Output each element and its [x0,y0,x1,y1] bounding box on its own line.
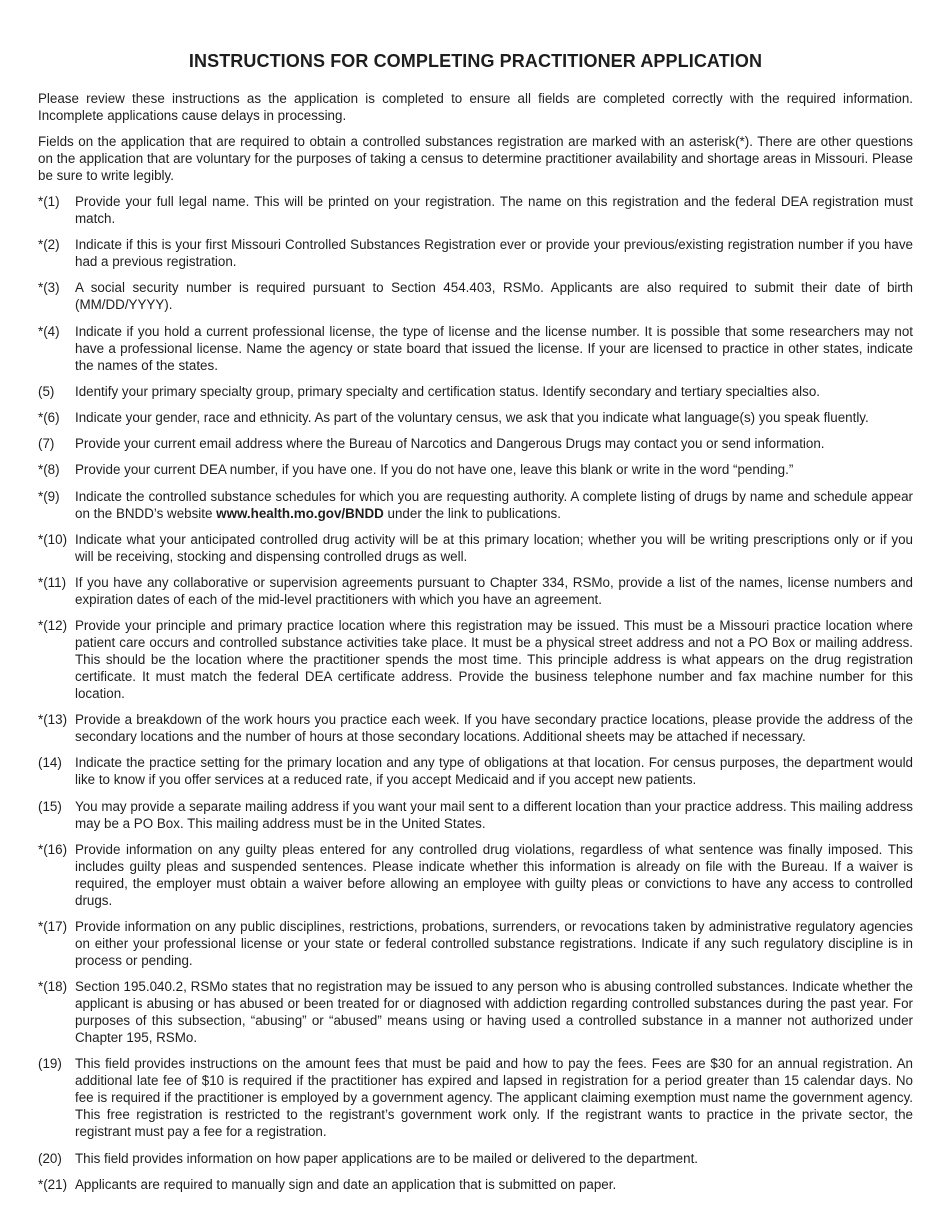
item-number: *(4) [38,323,60,339]
item-text: Provide information on any public disciplines, restrictions, probations, surrenders, or revocations taken by administrative regulatory agencies on either your professional license or your state or federal controlled substance registrations. Indicate if any such regulatory discipline is in process or pending. [75,919,913,968]
item-number: *(1) [38,194,60,209]
instruction-item-5 [38,383,913,400]
instruction-item-19 [38,1055,913,1140]
item-number: (5) [38,383,55,399]
instruction-item-10 [38,531,913,565]
item-number: (15) [38,798,62,814]
item-number: *(13) [38,712,68,728]
item-number: *(16) [38,841,68,857]
item-number: (7) [38,436,55,452]
instruction-item-13 [38,711,913,745]
item-number: *(18) [38,979,68,995]
instruction-item-21 [38,1176,913,1193]
item-number: (14) [38,755,62,771]
instruction-item-17 [38,918,913,969]
instruction-list [38,193,913,1193]
item-text: Indicate the practice setting for the primary location and any type of obligations at that location. For census purposes, the department would like to know if you offer services at a reduced rate, if you accept Medicaid and if you accept new patients. [75,755,913,788]
item-text-after-link: under the link to publications. [383,505,561,521]
item-text: Identify your primary specialty group, primary specialty and certification status. Identify secondary and tertiary specialties also. [75,383,821,399]
item-text: Indicate what your anticipated controlled drug activity will be at this primary location; whether you will be writing prescriptions only or if you will be receiving, stocking and dispensing controlled drugs as well. [75,531,913,564]
intro-paragraph-review: Please review these instructions as the application is completed to ensure all fields are completed correctly with the required information. Incomplete applications cause delays in processing. [38,91,913,123]
item-number: *(3) [38,280,60,296]
instruction-item-3 [38,279,913,313]
item-text: This field provides information on how paper applications are to be mailed or delivered to the department. [75,1150,699,1166]
item-number: *(11) [38,574,67,590]
item-number: *(2) [38,237,60,253]
instruction-item-7 [38,435,913,452]
item-text: Provide your current DEA number, if you have one. If you do not have one, leave this blank or write in the word “pending.” [75,462,794,478]
item-text: Indicate your gender, race and ethnicity. As part of the voluntary census, we ask that you indicate what language(s) you speak fluently. [75,409,869,425]
item-text [75,488,913,522]
item-number: *(9) [38,488,60,504]
item-text: Provide your full legal name. This will be printed on your registration. The name on this registration and the federal DEA registration must match. [75,194,913,226]
item-number: *(12) [38,618,68,634]
item-number: *(6) [38,409,60,425]
instruction-item-18 [38,978,913,1046]
item-text: Provide your current email address where the Bureau of Narcotics and Dangerous Drugs may contact you or send information. [75,436,825,452]
item-text: A social security number is required pursuant to Section 454.403, RSMo. Applicants are also required to submit their date of birth (MM/DD/YYYY). [75,280,913,313]
item-text: Section 195.040.2, RSMo states that no registration may be issued to any person who is abusing controlled substances. Indicate whether the applicant is abusing or has abused or been treated for or diagnosed with addiction regarding controlled substances during the past year. For purposes of this subsection, “abusing” or “abused” means using or having used a controlled substance in a manner not authorized under Chapter 195, RSMo. [75,979,913,1046]
item-text: Applicants are required to manually sign and date an application that is submitted on paper. [75,1176,617,1192]
item-text: Indicate if you hold a current professional license, the type of license and the license number. It is possible that some researchers may not have a professional license. Name the agency or state board that issued the license. If your are licensed to practice in other states, indicate the names of the states. [75,323,913,373]
item-text: You may provide a separate mailing address if you want your mail sent to a different location than your practice address. This mailing address may be a PO Box. This mailing address must be in the United States. [75,798,913,831]
item-text: If you have any collaborative or supervision agreements pursuant to Chapter 334, RSMo, provide a list of the names, license numbers and expiration dates of each of the mid-level practitioners with which you have an agreement. [75,574,913,607]
page-title: INSTRUCTIONS FOR COMPLETING PRACTITIONER APPLICATION [188,51,763,71]
item-text: Provide your principle and primary practice location where this registration may be issued. This must be a Missouri practice location where patient care occurs and controlled substance activities take place. It must be a physical street address and not a PO Box or mailing address. This should be the location where the practitioner spends the most time. This principle address is what appears on the drug registration certificate. It must match the federal DEA certificate address. Provide the business telephone number and fax machine number for this location. [75,618,913,702]
instruction-item-15 [38,798,913,832]
instruction-item-6 [38,409,913,426]
instruction-item-1 [38,193,913,227]
item-text-before-link: Indicate the controlled substance schedules for which you are requesting authority. A complete listing of drugs by name and schedule appear on the BNDD’s website [75,488,913,521]
item-number: *(8) [38,462,60,478]
item-number: (19) [38,1056,62,1072]
instruction-item-9 [38,488,913,522]
instruction-item-4 [38,323,913,374]
item-text: Indicate if this is your first Missouri Controlled Substances Registration ever or provide your previous/existing registration number if you have had a previous registration. [75,237,913,270]
item-text: This field provides instructions on the amount fees that must be paid and how to pay the fees. Fees are $30 for an annual registration. An additional late fee of $10 is required if the practitioner has expired and lapsed in registration for a period greater than 15 calendar days. No fee is required if the practitioner is employed by a government agency. The applicant claiming exemption must name the government agency. This free registration is restricted to the registrant’s government work only. If the registrant wants to practice in the private sector, the registrant must pay a fee for a registration. [75,1056,913,1140]
item-number: *(17) [38,919,68,934]
instruction-item-11 [38,574,913,608]
item-number: *(21) [38,1176,68,1192]
instruction-item-8 [38,461,913,478]
instruction-item-20 [38,1150,913,1167]
item-number: (20) [38,1150,62,1166]
intro-paragraph-fields: Fields on the application that are required to obtain a controlled substances registration are marked with an asterisk(*). There are other questions on the application that are voluntary for the purposes of taking a census to determine practitioner availability and shortage areas in Missouri. Please be sure to write legibly. [38,134,913,183]
bndd-website-link[interactable]: www.health.mo.gov/BNDD [216,505,384,521]
instruction-item-2 [38,236,913,270]
item-text: Provide information on any guilty pleas entered for any controlled drug violations, regardless of what sentence was finally imposed. This includes guilty pleas and suspended sentences. Please indicate whether this information is already on file with the Bureau. If a waiver is required, the employer must obtain a waiver before allowing an employee with guilty pleas or convictions to have any access to controlled drugs. [75,841,913,908]
instruction-item-14 [38,754,913,788]
item-text: Provide a breakdown of the work hours you practice each week. If you have secondary practice locations, please provide the address of the secondary locations and the number of hours at those secondary locations. Additional sheets may be attached if necessary. [75,712,913,745]
item-number: *(10) [38,531,68,547]
instruction-item-12 [38,617,913,702]
instruction-item-16 [38,841,913,909]
